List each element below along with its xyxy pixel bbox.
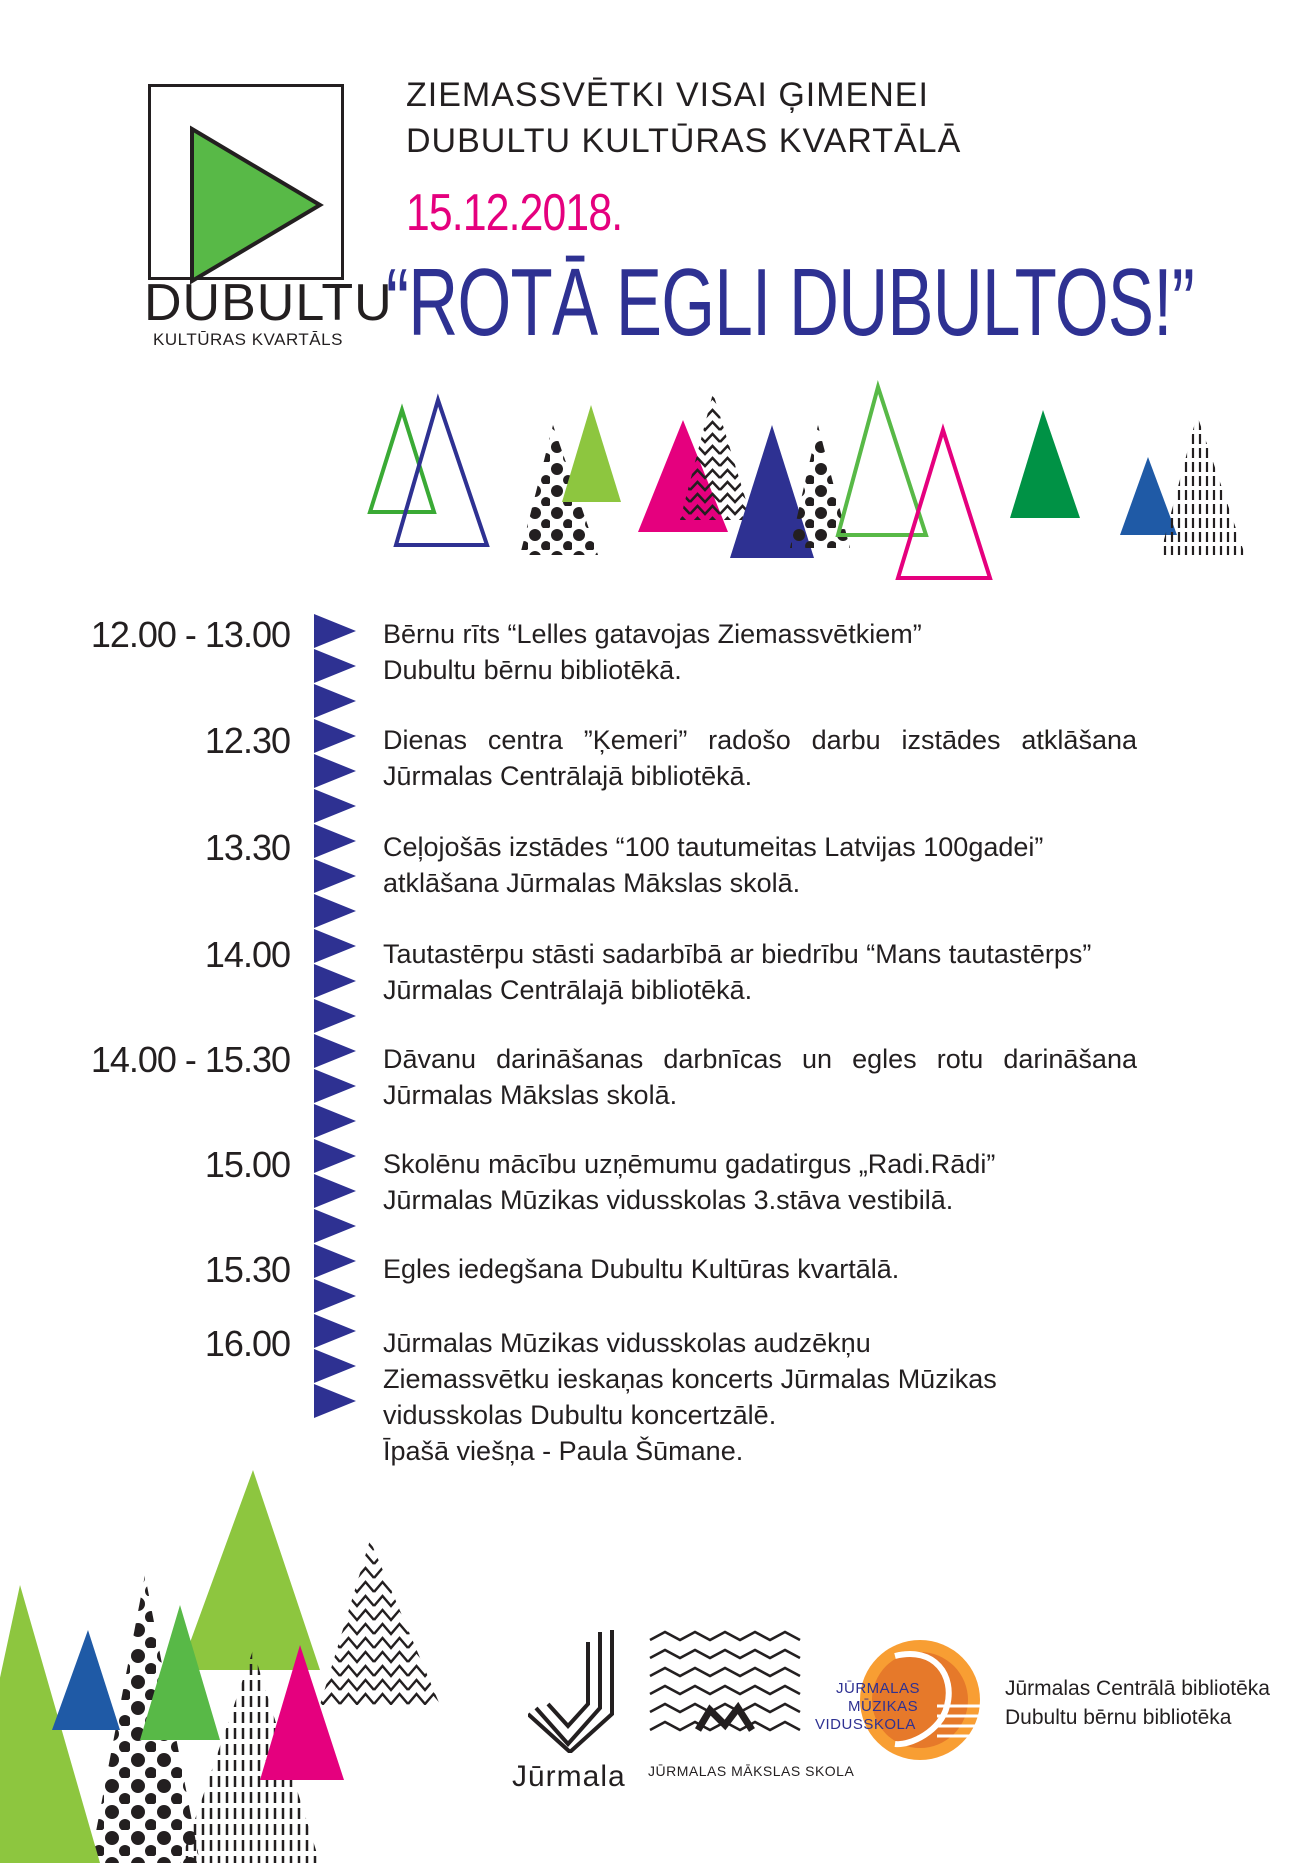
tree-outline-magenta [898, 430, 990, 578]
music-school-word-1: JŪRMALAS [836, 1680, 921, 1697]
tree-outline-green [370, 410, 434, 512]
schedule-description [383, 1041, 1137, 1113]
schedule-description [383, 1146, 1137, 1218]
schedule-description [383, 616, 1137, 688]
timeline-arrow-icon [314, 929, 356, 963]
timeline-arrow-icon [314, 824, 356, 858]
schedule-description-line: Tautastērpu stāsti sadarbībā ar biedrību “Mans tautastērps” [383, 939, 1092, 969]
timeline-arrow-icon [314, 754, 356, 788]
timeline-arrow-icon [314, 614, 356, 648]
jurmala-logo-icon [528, 1628, 620, 1753]
schedule-time: 12.00 - 13.00 [90, 614, 290, 655]
schedule-description-line: Jūrmalas Centrālajā bibliotēkā. [383, 975, 753, 1005]
header-line-1: ZIEMASSVĒTKI VISAI ĢIMENEI [406, 76, 929, 114]
schedule-description-line: atklāšana Jūrmalas Mākslas skolā. [383, 868, 801, 898]
timeline-arrow-icon [314, 999, 356, 1033]
music-school-word-3: VIDUSSKOLA [815, 1716, 916, 1733]
schedule-time: 14.00 - 15.30 [90, 1039, 290, 1080]
jurmala-label: Jūrmala [512, 1760, 626, 1793]
schedule-description-line: Bērnu rīts “Lelles gatavojas Ziemassvētkiem” [383, 619, 922, 649]
art-school-label: JŪRMALAS MĀKSLAS SKOLA [648, 1763, 855, 1779]
library-line-1: Jūrmalas Centrālā bibliotēka [1005, 1677, 1270, 1700]
timeline-arrow-icon [314, 1209, 356, 1243]
event-title: “ROTĀ EGLI DUBULTOS!” [386, 249, 1195, 356]
decorative-trees-top [0, 0, 1316, 600]
tree-blue-small [52, 1630, 120, 1730]
timeline-arrows [314, 612, 364, 1428]
schedule-description-line: Dubultu bērnu bibliotēkā. [383, 655, 682, 685]
timeline-arrow-icon [314, 1244, 356, 1278]
timeline-arrow-icon [314, 1349, 356, 1383]
timeline-arrow-icon [314, 684, 356, 718]
schedule-description-line: Ceļojošās izstādes “100 tautumeitas Latvijas 100gadei” [383, 832, 1044, 862]
timeline-arrow-icon [314, 1139, 356, 1173]
art-school-logo-icon [648, 1630, 803, 1755]
tree-outline-green-2 [838, 387, 926, 535]
schedule-time: 12.30 [204, 720, 290, 761]
schedule-time: 15.00 [204, 1144, 290, 1185]
timeline-arrow-icon [314, 649, 356, 683]
schedule-time: 14.00 [204, 934, 290, 975]
schedule-description-line: Jūrmalas Centrālajā bibliotēkā. [383, 761, 753, 791]
schedule-description [383, 722, 1137, 794]
timeline-arrow-icon [314, 894, 356, 928]
schedule-description-line: Īpašā viešņa - Paula Šūmane. [383, 1436, 744, 1466]
tree-dark-green [1010, 410, 1080, 518]
timeline-arrow-icon [314, 1279, 356, 1313]
timeline-arrow-icon [314, 964, 356, 998]
music-school-word-2: MŪZIKAS [848, 1698, 919, 1715]
timeline-arrow-icon [314, 1174, 356, 1208]
schedule-description-line: Dāvanu darināšanas darbnīcas un egles rotu darināšana [383, 1044, 1137, 1074]
schedule-description-line: Jūrmalas Mūzikas vidusskolas audzēkņu [383, 1328, 871, 1358]
timeline-arrow-icon [314, 1104, 356, 1138]
timeline-arrow-icon [314, 1314, 356, 1348]
schedule-description-line: Skolēnu mācību uzņēmumu gadatirgus „Radi.Rādi” [383, 1149, 996, 1179]
logo-name: DUBULTU [144, 274, 393, 332]
schedule-description [383, 936, 1137, 1008]
schedule-description-line: vidusskolas Dubultu koncertzālē. [383, 1400, 777, 1430]
timeline-arrow-icon [314, 789, 356, 823]
schedule-description-line: Dienas centra ”Ķemeri” radošo darbu izstādes atklāšana [383, 725, 1137, 755]
header-line-2: DUBULTU KULTŪRAS KVARTĀLĀ [406, 122, 962, 160]
timeline-arrow-icon [314, 1069, 356, 1103]
schedule-time: 15.30 [204, 1249, 290, 1290]
logo-subtitle: KULTŪRAS KVARTĀLS [153, 330, 343, 349]
schedule-description-line: Egles iedegšana Dubultu Kultūras kvartālā. [383, 1254, 900, 1284]
schedule-description-line: Ziemassvētku ieskaņas koncerts Jūrmalas Mūzikas [383, 1364, 997, 1394]
event-date: 15.12.2018. [406, 184, 623, 242]
schedule-description [383, 1251, 1137, 1287]
tree-outline-navy [396, 400, 487, 545]
schedule-description-line: Jūrmalas Mākslas skolā. [383, 1080, 678, 1110]
timeline-arrow-icon [314, 1384, 356, 1418]
schedule-time: 13.30 [204, 827, 290, 868]
decorative-trees-bottom [0, 1440, 480, 1863]
schedule-description [383, 829, 1137, 901]
schedule-description-line: Jūrmalas Mūzikas vidusskolas 3.stāva vestibilā. [383, 1185, 954, 1215]
schedule-time: 16.00 [204, 1323, 290, 1364]
tree-lime-large [180, 1470, 320, 1670]
tree-lime [562, 405, 621, 502]
library-line-2: Dubultu bērnu bibliotēka [1005, 1706, 1232, 1729]
schedule-description [383, 1325, 1137, 1469]
timeline-arrow-icon [314, 859, 356, 893]
timeline-arrow-icon [314, 719, 356, 753]
timeline-arrow-icon [314, 1034, 356, 1068]
